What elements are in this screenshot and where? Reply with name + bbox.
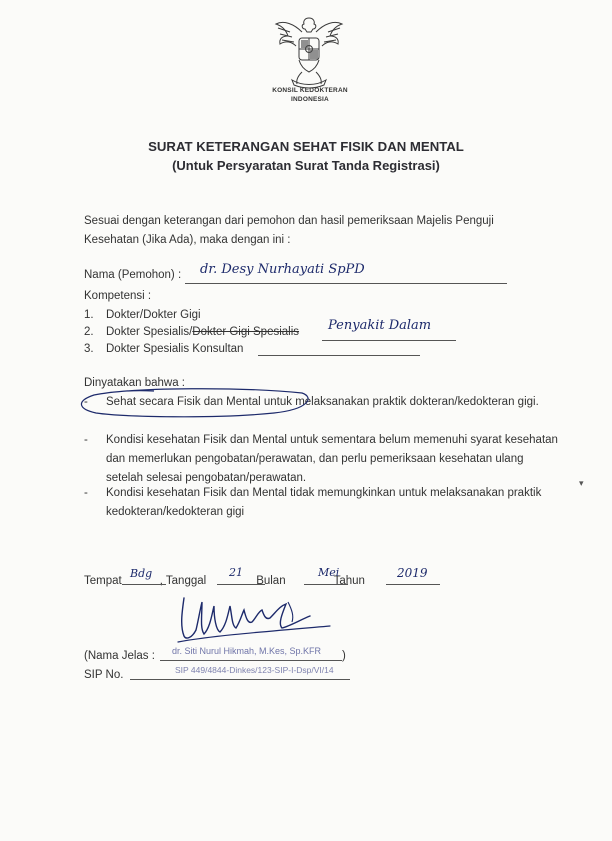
place-value: Bdg [130, 567, 153, 580]
option-text: Kondisi kesehatan Fisik dan Mental untuk sementara belum memenuhi syarat kesehatan dan memerlukan pengobatan/perawatan, dan perlu pemeriksaan kesehatan ulang setelah selesai pengobatan/perawatan. [106, 434, 558, 484]
specialty-value: Penyakit Dalam [328, 318, 432, 333]
intro-line-2: Kesehatan (Jika Ada), maka dengan ini : [84, 234, 291, 246]
date-label: , Tanggal [159, 575, 207, 587]
intro-line-1: Sesuai dengan keterangan dari pemohon dan hasil pemeriksaan Majelis Penguji [84, 215, 494, 227]
name-label: Nama (Pemohon) : [84, 269, 182, 281]
struck-option-text: Dokter Gigi Spesialis [192, 326, 300, 338]
specialty-underline [322, 340, 456, 341]
full-name-stamp-value: dr. Siti Nurul Hikmah, M.Kes, Sp.KFR [172, 646, 322, 656]
council-line1: KONSIL KEDOKTERAN [272, 87, 348, 94]
date-value: 21 [229, 566, 243, 579]
full-name-label: (Nama Jelas : [84, 650, 155, 662]
date-underline [217, 584, 265, 585]
margin-mark: ▾ [579, 478, 584, 488]
month-underline [304, 584, 348, 585]
competence-label: Kompetensi : [84, 290, 152, 302]
sip-stamp-value: SIP 449/4844-Dinkes/123-SIP-I-Dsp/VI/14 [175, 665, 334, 675]
competence-item-2 [84, 326, 299, 338]
option-text: Sehat secara Fisik dan Mental untuk melaksanakan praktik dokteran/kedokteran gigi. [106, 396, 539, 408]
year-underline [386, 584, 440, 585]
sip-label: SIP No. [84, 669, 124, 681]
competence-item-3 [84, 343, 243, 355]
council-line2: INDONESIA [291, 96, 329, 103]
option-text: Kondisi kesehatan Fisik dan Mental tidak memungkinkan untuk melaksanakan praktik kedokteran/kedokteran gigi [106, 487, 542, 518]
year-label: Tahun [333, 575, 365, 587]
option-dash: - [84, 487, 88, 499]
competence-item-number: 3. [84, 343, 94, 355]
option-dash: - [84, 434, 88, 446]
selection-circle-mark [74, 387, 314, 421]
option-dash: - [84, 396, 88, 408]
competence-item-text: Dokter/Dokter Gigi [106, 309, 201, 321]
place-underline [122, 584, 166, 585]
consultant-underline [258, 355, 420, 356]
month-value: Mei [318, 566, 340, 579]
garuda-emblem-icon [272, 12, 346, 92]
document-subtitle: (Untuk Persyaratan Surat Tanda Registrasi) [172, 158, 440, 173]
competence-item-1 [84, 309, 201, 321]
full-name-close-paren: ) [342, 650, 346, 662]
competence-item-text: Dokter Spesialis/ [106, 326, 193, 338]
council-name [252, 86, 368, 104]
competence-item-text: Dokter Spesialis Konsultan [106, 343, 244, 355]
name-underline [185, 283, 507, 284]
handwritten-signature [170, 592, 340, 650]
competence-item-number: 2. [84, 326, 94, 338]
place-label: Tempat [84, 575, 122, 587]
competence-item-number: 1. [84, 309, 94, 321]
year-value: 2019 [397, 566, 428, 580]
month-label: Bulan [256, 575, 286, 587]
document-title: SURAT KETERANGAN SEHAT FISIK DAN MENTAL [148, 139, 464, 154]
sip-underline [130, 679, 350, 680]
statement-label: Dinyatakan bahwa : [84, 377, 186, 389]
applicant-name-value: dr. Desy Nurhayati SpPD [200, 262, 365, 277]
full-name-underline [160, 660, 342, 661]
